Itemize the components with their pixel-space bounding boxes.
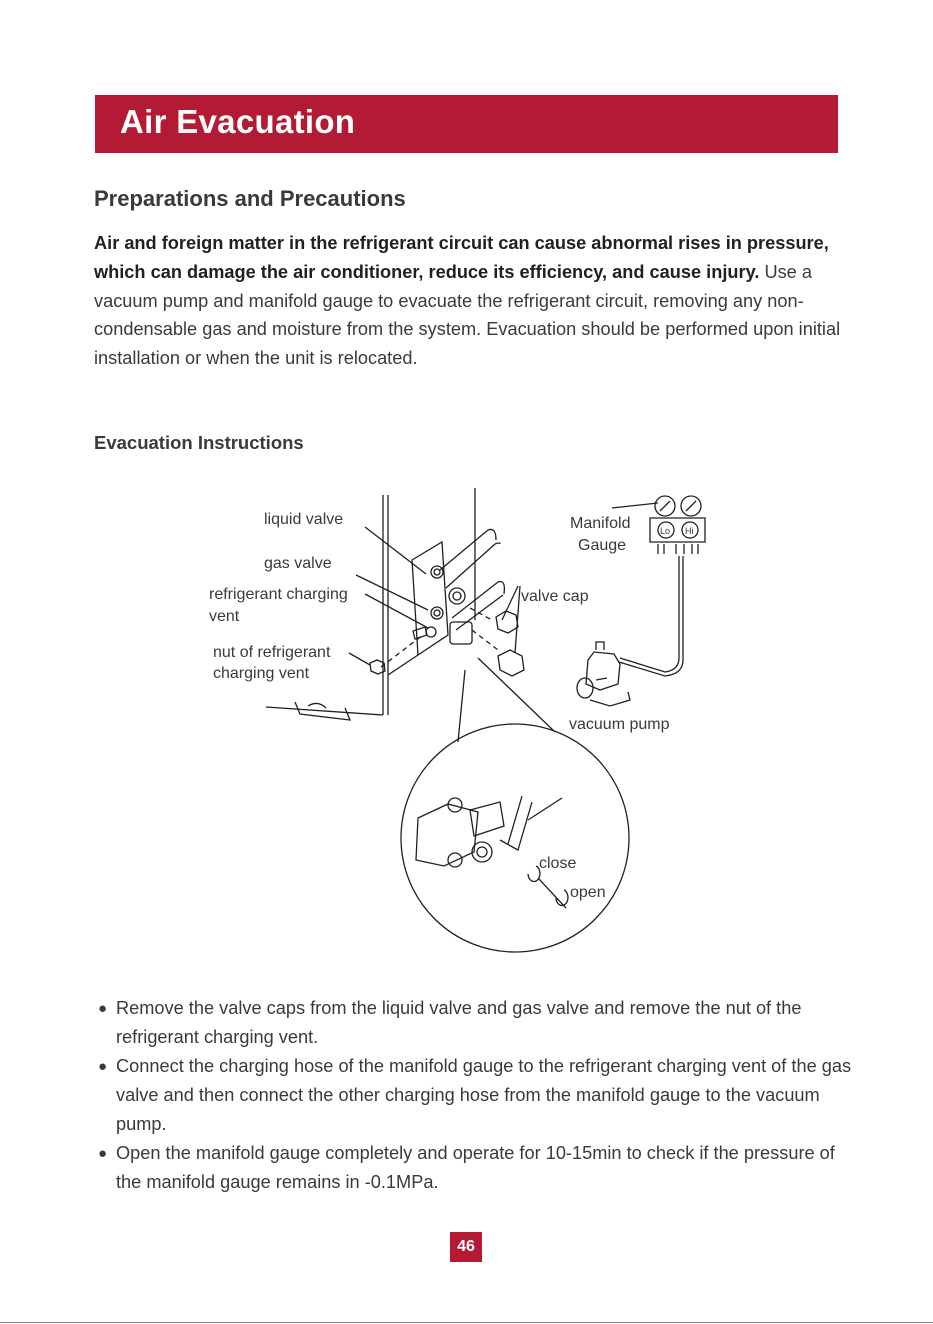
label-charging-vent-1: refrigerant charging: [209, 586, 348, 603]
vacuum-pump-illustration: [577, 642, 630, 706]
step-text: Open the manifold gauge completely and operate for 10-15min to check if the pressure of the manifold gauge remains in -0.1MPa.: [116, 1143, 835, 1192]
step-text: Connect the charging hose of the manifold gauge to the refrigerant charging vent of the gas valve and then connect the other charging hose from the manifold gauge to the vacuum pump.: [116, 1056, 852, 1134]
bottom-rule: [0, 1322, 933, 1323]
title-bar: [95, 95, 838, 153]
step-item: [98, 994, 858, 1052]
label-gas-valve: gas valve: [264, 555, 332, 572]
label-nut-1: nut of refrigerant: [213, 644, 331, 661]
label-valve-cap: valve cap: [521, 588, 589, 605]
evacuation-diagram: [0, 470, 933, 970]
page-title: Air Evacuation: [120, 103, 356, 140]
label-liquid-valve: liquid valve: [264, 511, 344, 528]
section-heading: Preparations and Precautions: [94, 186, 406, 211]
label-open: open: [570, 884, 606, 901]
bullet-dot: ●: [98, 1000, 108, 1017]
label-vacuum-pump: vacuum pump: [569, 716, 670, 733]
bullet-dot: ●: [98, 1058, 108, 1075]
label-close: close: [539, 855, 577, 872]
instruction-steps: [98, 994, 858, 1197]
intro-body-text: Use a vacuum pump and manifold gauge to evacuate the refrigerant circuit, removing any non-condensable gas and moisture from the system. Evacuation should be performed upon initial installation or when the unit is relocated.: [94, 261, 841, 369]
label-charging-vent-2: vent: [209, 608, 240, 625]
label-gauge-lo: Lo: [660, 526, 671, 536]
page-number: 46: [450, 1232, 482, 1262]
step-item: [98, 1052, 858, 1139]
bullet-dot: ●: [98, 1145, 108, 1162]
instructions-heading: Evacuation Instructions: [94, 432, 304, 453]
step-item: [98, 1139, 858, 1197]
label-gauge-hi: Hi: [685, 526, 694, 536]
label-nut-2: charging vent: [213, 665, 310, 682]
label-manifold-2: Gauge: [578, 537, 627, 554]
label-manifold-1: Manifold: [570, 515, 631, 532]
intro-bold-text: Air and foreign matter in the refrigerant circuit can cause abnormal rises in pressure, which can damage the air conditioner, reduce its efficiency, and cause injury.: [94, 233, 829, 282]
manifold-gauge-illustration: [619, 496, 705, 676]
intro-paragraph: [94, 229, 854, 373]
step-text: Remove the valve caps from the liquid valve and gas valve and remove the nut of the refrigerant charging vent.: [116, 998, 802, 1047]
